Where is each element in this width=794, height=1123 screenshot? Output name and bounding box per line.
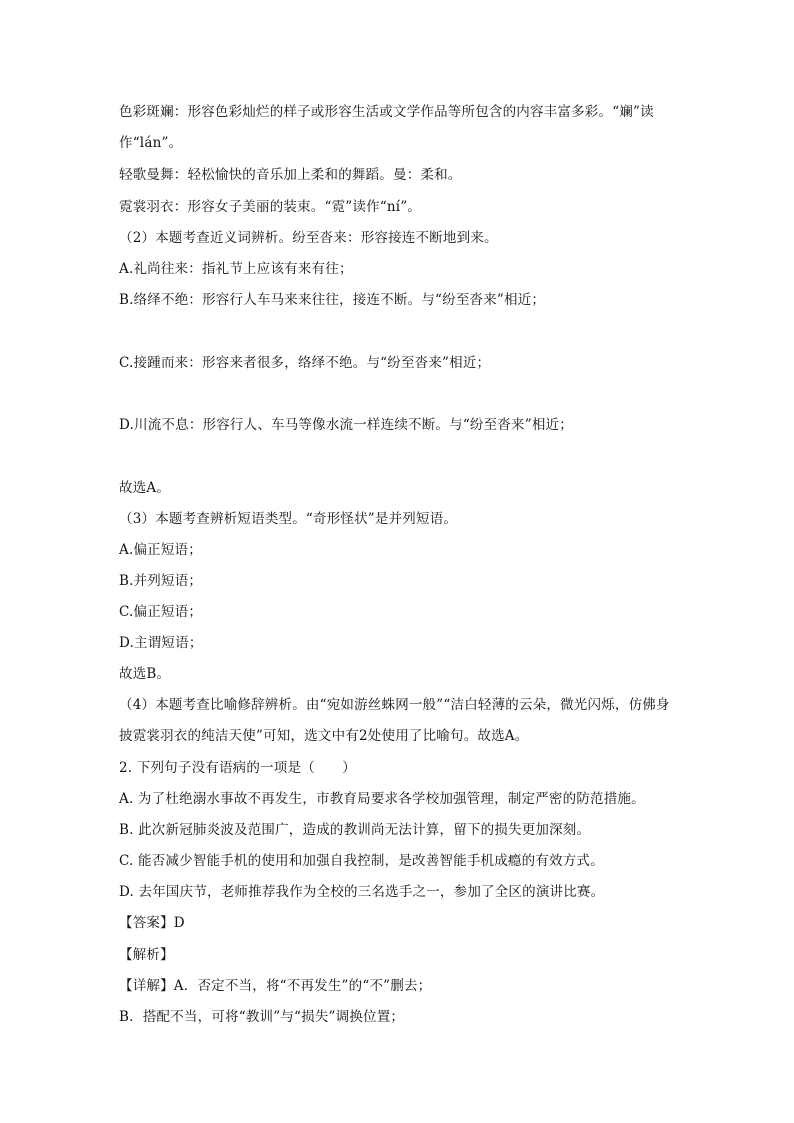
text-line: A.礼尚往来：指礼节上应该有来有往； [119, 261, 353, 277]
option-a: A. 为了杜绝溺水事故不再发生，市教育局要求各学校加强管理，制定严密的防范措施。 [119, 791, 645, 807]
text-line: D.川流不息：形容行人、车马等像水流一样连续不断。与“纷至沓来”相近； [119, 417, 573, 433]
text-line: 轻歌曼舞：轻松愉快的音乐加上柔和的舞蹈。曼：柔和。 [119, 167, 462, 183]
text-line: 霓裳羽衣：形容女子美丽的装束。“霓”读作“ní”。 [119, 199, 422, 215]
text-line: 故选A。 [119, 480, 171, 496]
answer-label: 【答案】D [119, 915, 185, 931]
detail-line: B．搭配不当，可将“教训”与“损失”调换位置； [119, 1009, 405, 1025]
text-line: B.络绎不绝：形容行人车马来来往往，接连不断。与“纷至沓来”相近； [119, 292, 546, 308]
detail-line: 【详解】A．否定不当，将“不再发生”的“不”删去； [119, 978, 432, 994]
text-line: （3）本题考查辨析短语类型。“奇形怪状”是并列短语。 [119, 511, 458, 527]
option-b: B. 此次新冠肺炎波及范围广，造成的教训尚无法计算，留下的损失更加深刻。 [119, 822, 591, 838]
analysis-label: 【解析】 [119, 947, 174, 963]
text-line: D.主谓短语； [119, 635, 203, 651]
text-paragraph: （4）本题考查比喻修辞辨析。由“宛如游丝蛛网一般”“洁白轻薄的云朵，微光闪烁，仿佛身披霓裳羽衣的纯洁天使”可知，选文中有2处使用了比喻句。故选A。 [119, 697, 670, 744]
question-title: 2. 下列句子没有语病的一项是（ ） [119, 760, 356, 776]
text-line: C.接踵而来：形容来者很多，络绎不绝。与“纷至沓来”相近； [119, 355, 491, 371]
text-line: 作“lán”。 [119, 135, 183, 151]
option-c: C. 能否减少智能手机的使用和加强自我控制，是改善智能手机成瘾的有效方式。 [119, 853, 604, 869]
option-d: D. 去年国庆节，老师推荐我作为全校的三名选手之一，参加了全区的演讲比赛。 [119, 884, 605, 900]
text-line: （2）本题考查近义词辨析。纷至沓来：形容接连不断地到来。 [119, 230, 498, 246]
text-line: A.偏正短语； [119, 542, 202, 558]
text-line: C.偏正短语； [119, 604, 203, 620]
text-line: 色彩斑斓：形容色彩灿烂的样子或形容生活或文学作品等所包含的内容丰富多彩。“斓”读 [119, 104, 654, 120]
text-line: 故选B。 [119, 666, 171, 682]
text-line: B.并列短语； [119, 573, 203, 589]
